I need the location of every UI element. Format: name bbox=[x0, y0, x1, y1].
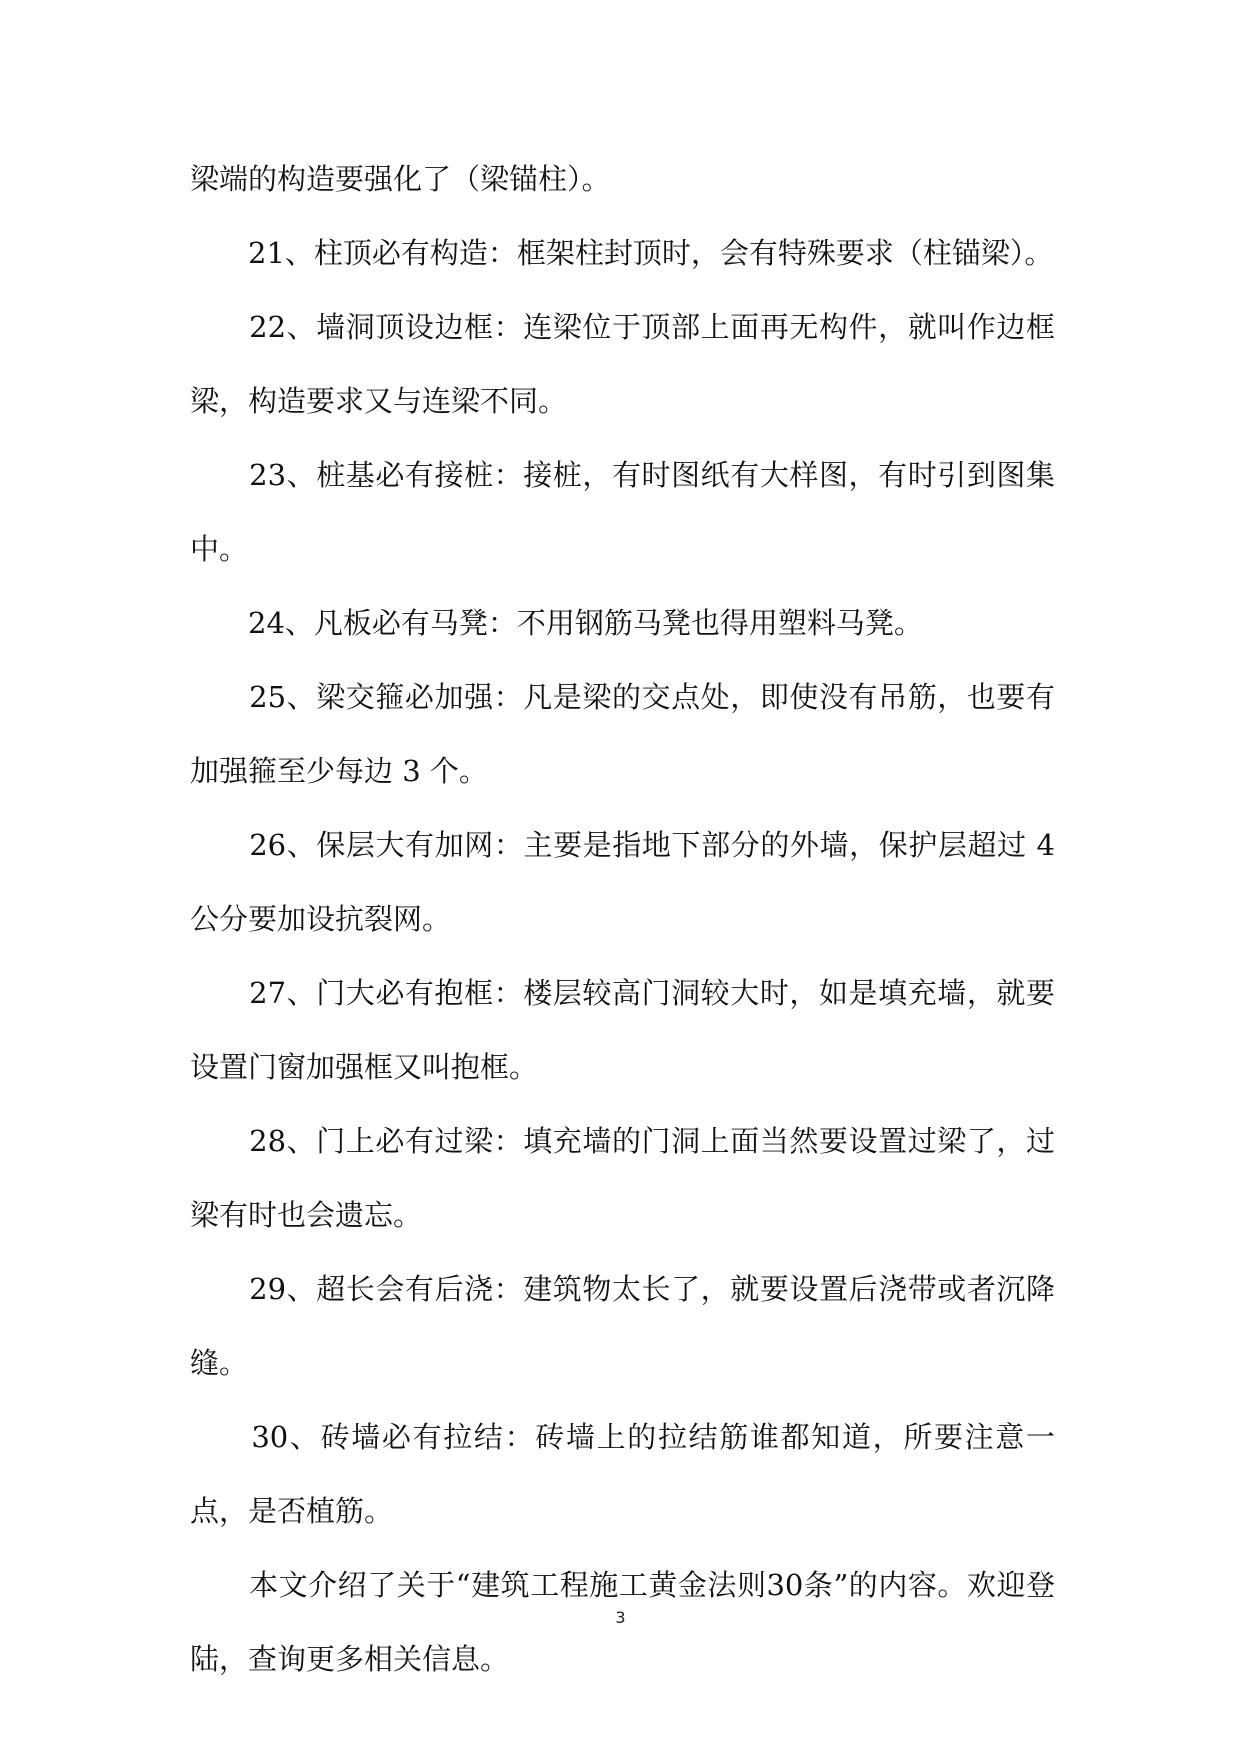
paragraph-rule-21: 21、柱顶必有构造：框架柱封顶时，会有特殊要求（柱锚梁）。 bbox=[190, 236, 1054, 270]
paragraph-rule-29: 29、超长会有后浇：建筑物太长了，就要设置后浇带或者沉降缝。 bbox=[190, 1272, 1055, 1380]
paragraph-rule-25: 25、梁交箍必加强：凡是梁的交点处，即使没有吊筋，也要有加强箍至少每边 3 个。 bbox=[190, 680, 1055, 788]
paragraph-rule-30: 30、砖墙必有拉结：砖墙上的拉结筋谁都知道，所要注意一点，是否植筋。 bbox=[190, 1420, 1055, 1528]
paragraph-rule-28: 28、门上必有过梁：填充墙的门洞上面当然要设置过梁了，过梁有时也会遗忘。 bbox=[190, 1124, 1055, 1232]
page-number: 3 bbox=[615, 1608, 626, 1627]
document-body bbox=[190, 142, 1065, 1696]
paragraph-rule-22: 22、墙洞顶设边框：连梁位于顶部上面再无构件，就叫作边框梁，构造要求又与连梁不同。 bbox=[190, 310, 1055, 418]
paragraph-closing: 本文介绍了关于“建筑工程施工黄金法则30条”的内容。欢迎登陆，查询更多相关信息。 bbox=[190, 1568, 1055, 1676]
paragraph-rule-27: 27、门大必有抱框：楼层较高门洞较大时，如是填充墙，就要设置门窗加强框又叫抱框。 bbox=[190, 976, 1055, 1084]
paragraph-rule-24: 24、凡板必有马凳：不用钢筋马凳也得用塑料马凳。 bbox=[190, 606, 923, 640]
paragraph-rule-26: 26、保层大有加网：主要是指地下部分的外墙，保护层超过 4 公分要加设抗裂网。 bbox=[190, 828, 1065, 936]
paragraph-continuation: 梁端的构造要强化了（梁锚柱）。 bbox=[190, 162, 611, 196]
paragraph-rule-23: 23、桩基必有接桩：接桩，有时图纸有大样图，有时引到图集中。 bbox=[190, 458, 1055, 566]
